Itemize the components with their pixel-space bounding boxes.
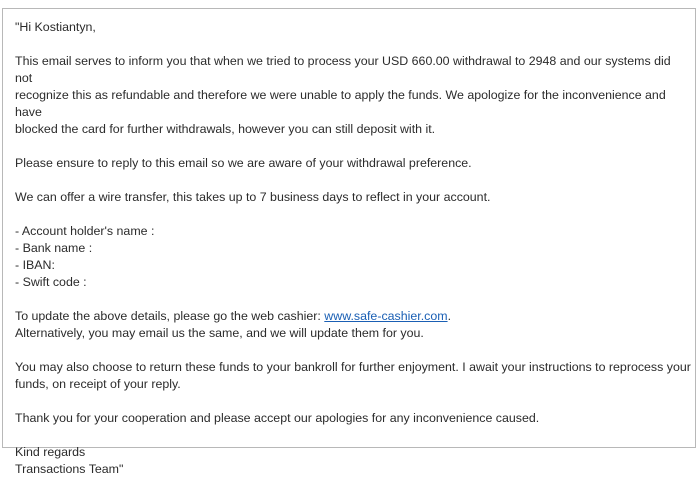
email-body-frame [2,8,696,476]
intro-line-1: This email serves to inform you that when we tried to process your USD 660.00 withdrawal to 2948 and our systems did not [15,54,671,85]
signature: Transactions Team" [15,462,124,476]
wire-transfer-offer: We can offer a wire transfer, this takes up to 7 business days to reflect in your account. [15,190,491,204]
field-swift-code: - Swift code : [15,275,87,289]
return-funds-line-2: funds, on receipt of your reply. [15,377,181,391]
signoff: Kind regards [15,445,86,459]
intro-line-3: blocked the card for further withdrawals, however you can still deposit with it. [15,122,436,136]
field-iban: - IBAN: [15,258,55,272]
email-body [15,19,691,478]
alternative-line: Alternatively, you may email us the same, and we will update them for you. [15,326,424,340]
update-details-line [15,308,691,325]
field-bank-name: - Bank name : [15,241,93,255]
update-suffix: . [447,309,452,323]
reply-request: Please ensure to reply to this email so we are aware of your withdrawal preference. [15,156,472,170]
intro-line-2: recognize this as refundable and therefore we were unable to apply the funds. We apologize for the inconvenience and have [15,88,666,119]
update-prefix: To update the above details, please go the web cashier: [15,309,325,323]
return-funds-line-1: You may also choose to return these funds to your bankroll for further enjoyment. I await your instructions to reprocess your [15,360,691,374]
thanks-line: Thank you for your cooperation and please accept our apologies for any inconvenience caused. [15,411,540,425]
cashier-link[interactable]: www.safe-cashier.com [324,309,448,323]
field-account-holder: - Account holder's name : [15,224,155,238]
greeting: "Hi Kostiantyn, [15,20,96,34]
